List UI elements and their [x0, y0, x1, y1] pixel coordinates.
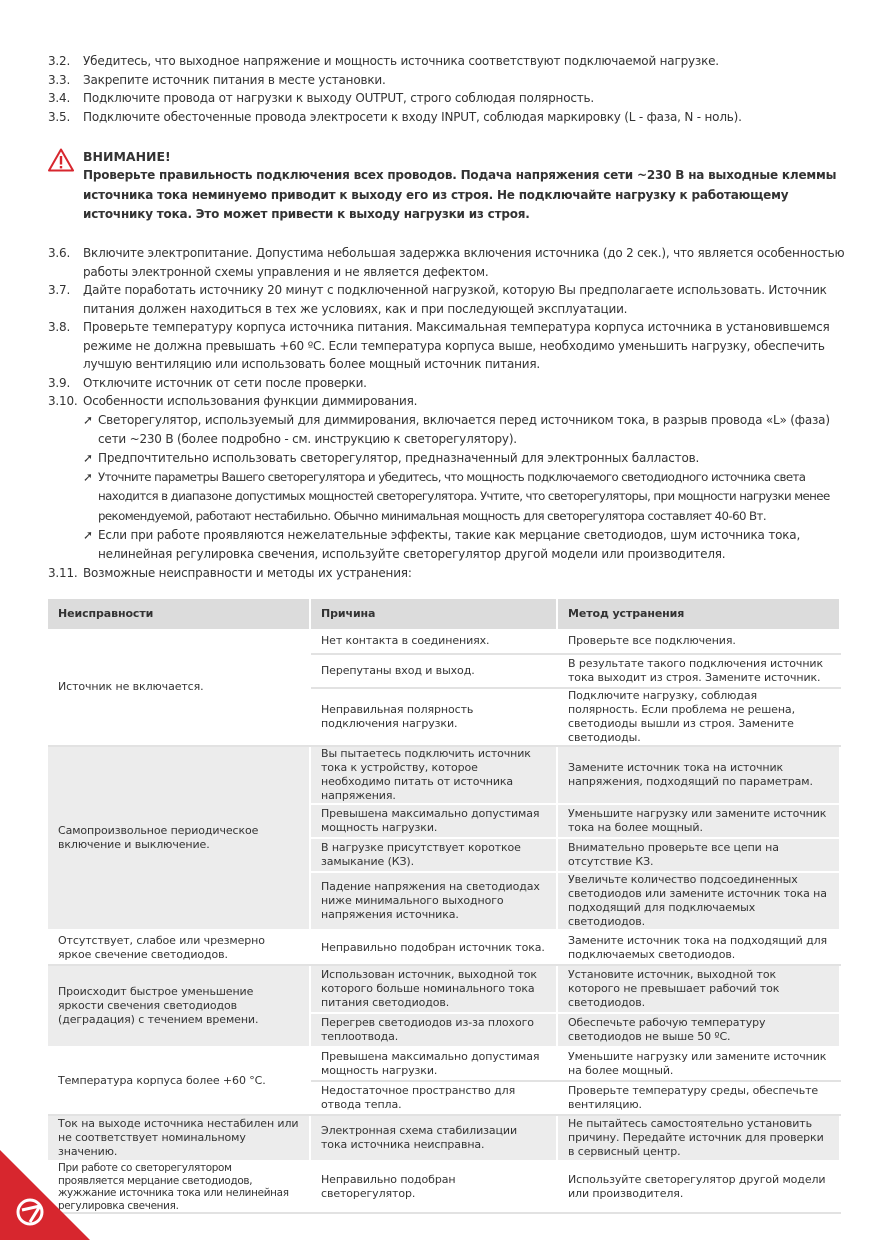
fix-cell: Используйте светорегулятор другой модели или производителя. — [557, 1161, 840, 1213]
dimming-bullet: ➚ Уточните параметры Вашего светорегулятора и убедитесь, что мощность подключаемого светодиодного источника света находится в диапазоне допустимых мощностей светорегулятора. Учтите, что светорегуляторы, при мощности нагрузки менее рекомендуемой, работают нестабильно. Обычно минимальная мощность для светорегулятора составляет 40-60 Вт. — [48, 468, 848, 526]
step-item: 3.8. Проверьте температуру корпуса источника питания. Максимальная температура корпуса источника в установившемся режиме не должна превышать +60 ºС. Если температура корпуса выше, необходимо уменьшить нагрузку, обеспечить лучшую вентиляцию или использовать более мощный источник питания. — [48, 320, 830, 371]
cause-cell: Перегрев светодиодов из-за плохого теплоотвода. — [310, 1013, 557, 1047]
cause-cell: Неправильная полярность подключения нагрузки. — [310, 688, 557, 746]
fix-cell: Замените источник тока на подходящий для подключаемых светодиодов. — [557, 930, 840, 965]
fix-cell: Не пытайтесь самостоятельно установить причину. Передайте источник для проверки в сервисный центр. — [557, 1115, 840, 1161]
troubleshooting-table — [48, 599, 841, 1214]
fault-cell: Источник не включается. — [48, 629, 310, 746]
column-header: Причина — [310, 599, 557, 629]
steps-top — [48, 52, 848, 126]
step-item: 3.2. Убедитесь, что выходное напряжение и мощность источника соответствуют подключаемой нагрузке. — [48, 54, 719, 68]
cause-cell: Электронная схема стабилизации тока источника неисправна. — [310, 1115, 557, 1161]
cause-cell: Неправильно подобран светорегулятор. — [310, 1161, 557, 1213]
step-item: 3.6. Включите электропитание. Допустима небольшая задержка включения источника (до 2 сек.), что является особенностью работы электронной схемы управления и не является дефектом. — [48, 246, 845, 279]
fix-cell: Увеличьте количество подсоединенных светодиодов или замените источник тока на подходящий для подключаемых светодиодов. — [557, 872, 840, 930]
cause-cell: В нагрузке присутствует короткое замыкание (КЗ). — [310, 838, 557, 872]
fault-cell: Температура корпуса более +60 °С. — [48, 1047, 310, 1115]
cause-cell: Нет контакта в соединениях. — [310, 629, 557, 654]
table-row — [48, 629, 840, 654]
cause-cell: Падение напряжения на светодиодах ниже минимального выходного напряжения источника. — [310, 872, 557, 930]
step-item: 3.9. Отключите источник от сети после проверки. — [48, 375, 367, 390]
fix-cell: Проверьте все подключения. — [557, 629, 840, 654]
fix-cell: Замените источник тока на источник напряжения, подходящий по параметрам. — [557, 746, 840, 804]
fix-cell: Обеспечьте рабочую температуру светодиодов не выше 50 ºС. — [557, 1013, 840, 1047]
warning-triangle-icon — [48, 148, 74, 172]
step-item: 3.7. Дайте поработать источнику 20 минут с подключенной нагрузкой, которую Вы предполагаете использовать. Источник питания должен находиться в тех же условиях, как и при последующей эксплуатации. — [48, 283, 827, 316]
fix-cell: Уменьшите нагрузку или замените источник тока на более мощный. — [557, 804, 840, 838]
cause-cell: Превышена максимально допустимая мощность нагрузки. — [310, 804, 557, 838]
column-header: Метод устранения — [557, 599, 840, 629]
fix-cell: Подключите нагрузку, соблюдая полярность. Если проблема не решена, светодиоды вышли из строя. Замените светодиоды. — [557, 688, 840, 746]
cause-cell: Перепутаны вход и выход. — [310, 654, 557, 688]
step-item: 3.10. Особенности использования функции диммирования. — [48, 394, 418, 408]
warning-text: Проверьте правильность подключения всех проводов. Подача напряжения сети ~230 В на выходные клеммы источника тока неминуемо приводит к выходу его из строя. Не подключайте нагрузку к работающему источнику тока. Это может привести к выходу нагрузки из строя. — [83, 168, 837, 221]
step-item: 3.5. Подключите обесточенные провода электросети к входу INPUT, соблюдая маркировку (L - фаза, N - ноль). — [48, 109, 742, 124]
cause-cell: Вы пытаетесь подключить источник тока к устройству, которое необходимо питать от источника напряжения. — [310, 746, 557, 804]
arrow-up-right-icon: ➚ — [83, 527, 93, 542]
warning-title: ВНИМАНИЕ! — [83, 149, 171, 164]
fix-cell: Уменьшите нагрузку или замените источник на более мощный. — [557, 1047, 840, 1081]
cause-cell: Неправильно подобран источник тока. — [310, 930, 557, 965]
arrow-up-right-icon: ➚ — [83, 450, 93, 465]
fix-cell: Внимательно проверьте все цепи на отсутствие КЗ. — [557, 838, 840, 872]
table-row — [48, 746, 840, 804]
dimming-bullet: ➚ Если при работе проявляются нежелательные эффекты, такие как мерцание светодиодов, шум источника тока, нелинейная регулировка свечения, используйте светорегулятор другой модели или производителя. — [48, 526, 848, 564]
table-row — [48, 1161, 840, 1213]
dimming-bullet: ➚ Светорегулятор, используемый для диммирования, включается перед источником тока, в разрыв провода «L» (фаза) сети ~230 В (более подробно - см. инструкцию к светорегулятору). — [48, 411, 848, 449]
fault-cell: Отсутствует, слабое или чрезмерно яркое свечение светодиодов. — [48, 930, 310, 965]
cause-cell: Превышена максимально допустимая мощность нагрузки. — [310, 1047, 557, 1081]
cause-cell: Использован источник, выходной ток которого больше номинального тока питания светодиодов. — [310, 965, 557, 1013]
brand-logo-icon — [0, 1150, 90, 1240]
arrow-up-right-icon: ➚ — [83, 412, 93, 427]
arrow-up-right-icon: ➚ — [83, 470, 93, 485]
fix-cell: Установите источник, выходной ток которого не превышает рабочий ток светодиодов. — [557, 965, 840, 1013]
fault-cell: При работе со светорегулятором проявляется мерцание светодиодов, жужжание источника тока или нелинейная регулировка свечения. — [48, 1161, 310, 1213]
fault-cell: Происходит быстрое уменьшение яркости свечения светодиодов (деградация) с течением времени. — [48, 965, 310, 1047]
step-item: 3.4. Подключите провода от нагрузки к выходу OUTPUT, строго соблюдая полярность. — [48, 91, 595, 105]
table-header-row — [48, 599, 840, 629]
table-row — [48, 965, 840, 1013]
steps-bottom — [48, 244, 848, 583]
column-header: Неисправности — [48, 599, 310, 629]
table-row — [48, 1047, 840, 1081]
fix-cell: Проверьте температуру среды, обеспечьте вентиляцию. — [557, 1081, 840, 1115]
fix-cell: В результате такого подключения источник тока выходит из строя. Замените источник. — [557, 654, 840, 688]
fault-cell: Самопроизвольное периодическое включение и выключение. — [48, 746, 310, 930]
step-item: 3.11. Возможные неисправности и методы их устранения: — [48, 566, 412, 581]
table-row — [48, 930, 840, 965]
dimming-bullet: ➚ Предпочтительно использовать светорегулятор, предназначенный для электронных балластов. — [48, 449, 848, 468]
cause-cell: Недостаточное пространство для отвода тепла. — [310, 1081, 557, 1115]
table-row — [48, 1115, 840, 1161]
fault-cell: Ток на выходе источника нестабилен или не соответствует номинальному значению. — [48, 1115, 310, 1161]
step-item: 3.3. Закрепите источник питания в месте установки. — [48, 72, 386, 87]
